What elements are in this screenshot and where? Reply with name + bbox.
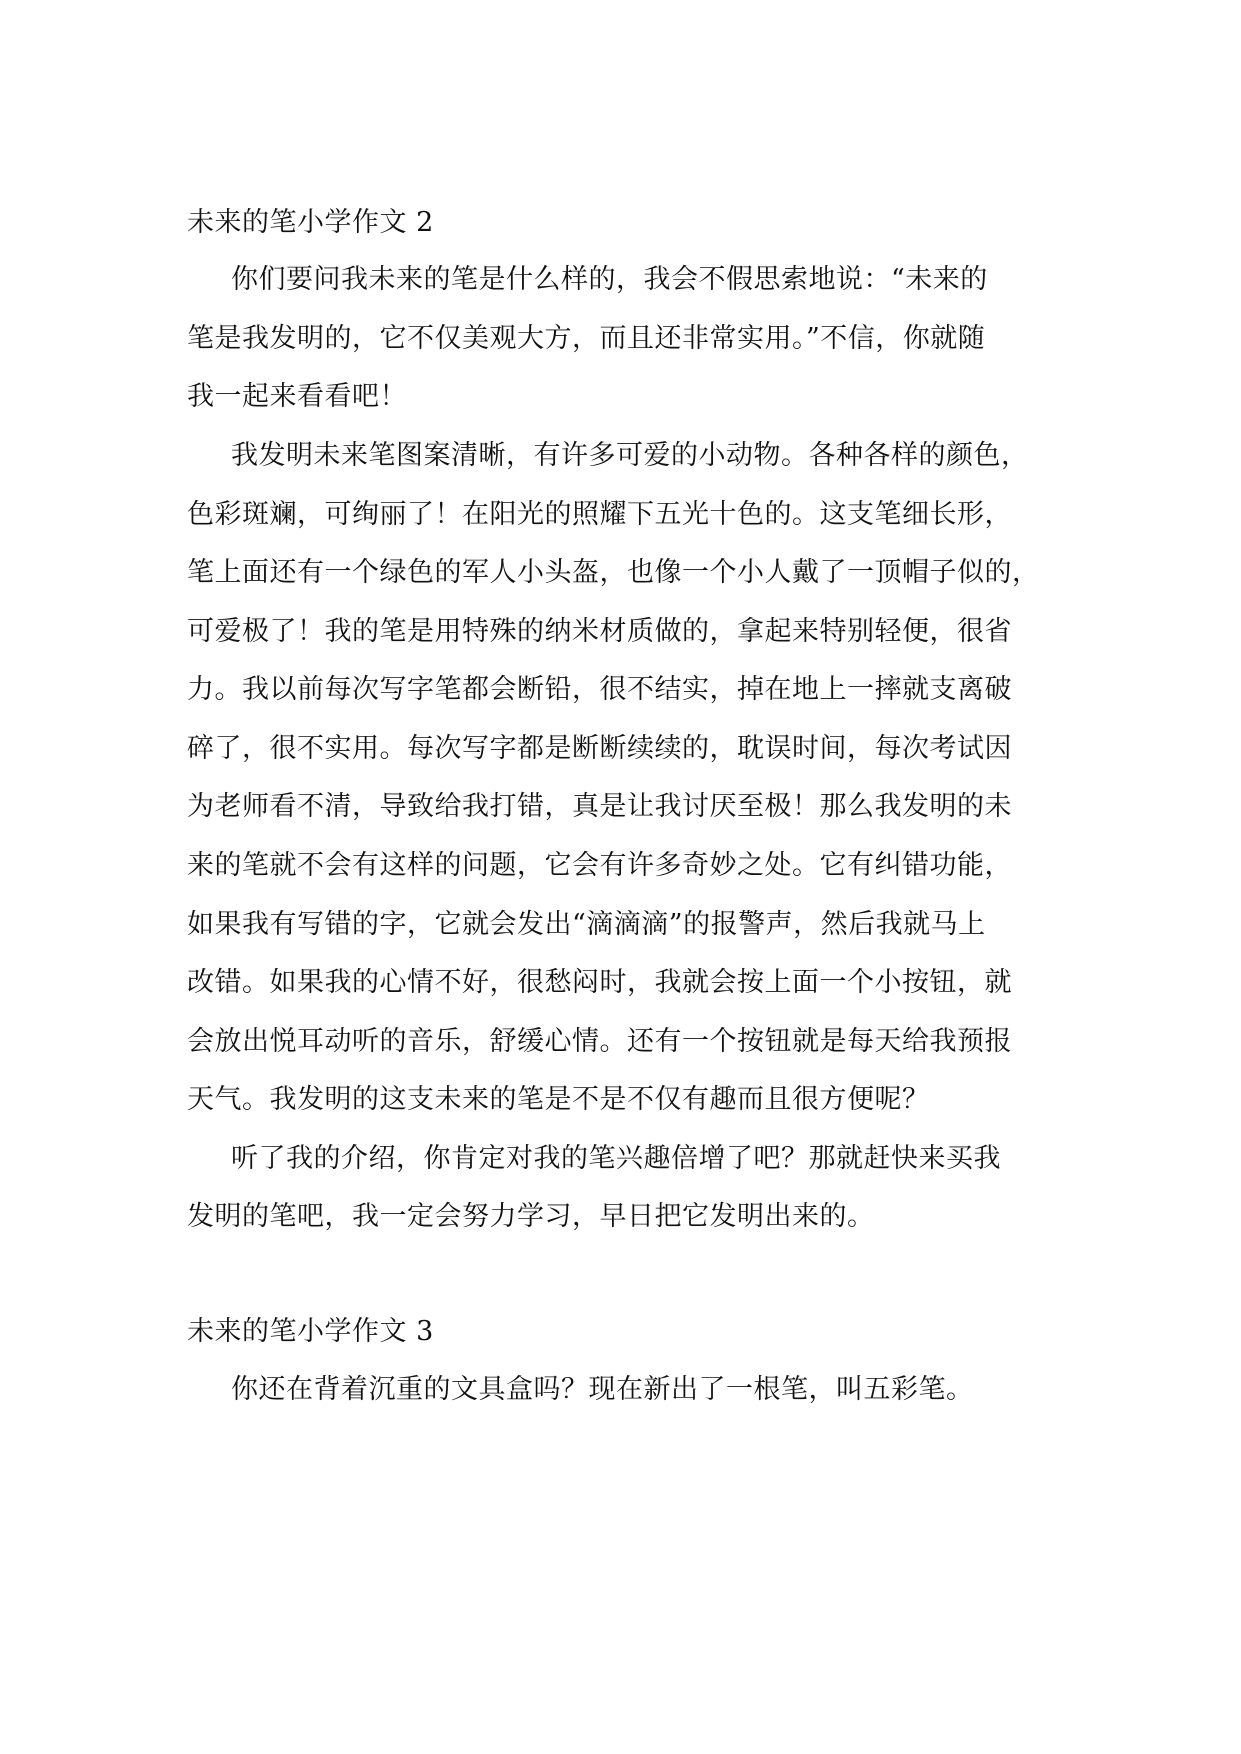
paragraph-line: 碎了，很不实用。每次写字都是断断续续的，耽误时间，每次考试因 — [187, 733, 1012, 764]
paragraph-line: 来的笔就不会有这样的问题，它会有许多奇妙之处。它有纠错功能， — [187, 850, 1012, 881]
paragraph-line: 力。我以前每次写字笔都会断铅，很不结实，掉在地上一摔就支离破 — [187, 674, 1012, 705]
section-title: 未来的笔小学作文 2 — [187, 207, 434, 238]
paragraph-line: 我一起来看看吧！ — [187, 381, 407, 412]
paragraph-line: 为老师看不清，导致给我打错，真是让我讨厌至极！那么我发明的未 — [187, 791, 1012, 822]
paragraph-line: 笔上面还有一个绿色的军人小头盔，也像一个小人戴了一顶帽子似的， — [187, 557, 1040, 588]
paragraph-line: 天气。我发明的这支未来的笔是不是不仅有趣而且很方便呢？ — [187, 1084, 930, 1115]
paragraph-line: 你还在背着沉重的文具盒吗？现在新出了一根笔，叫五彩笔。 — [231, 1374, 974, 1405]
paragraph-line: 发明的笔吧，我一定会努力学习，早日把它发明出来的。 — [187, 1201, 875, 1232]
paragraph-line: 笔是我发明的，它不仅美观大方，而且还非常实用。”不信，你就随 — [187, 323, 986, 354]
section-title: 未来的笔小学作文 3 — [187, 1316, 434, 1347]
paragraph-line: 改错。如果我的心情不好，很愁闷时，我就会按上面一个小按钮，就 — [187, 967, 1012, 998]
paragraph-line: 听了我的介绍，你肯定对我的笔兴趣倍增了吧？那就赶快来买我 — [231, 1143, 1001, 1174]
paragraph-line: 你们要问我未来的笔是什么样的，我会不假思索地说：“未来的 — [231, 264, 988, 295]
paragraph-line: 如果我有写错的字，它就会发出“滴滴滴”的报警声，然后我就马上 — [187, 909, 986, 940]
paragraph-line: 会放出悦耳动听的音乐，舒缓心情。还有一个按钮就是每天给我预报 — [187, 1026, 1012, 1057]
paragraph-line: 可爱极了！我的笔是用特殊的纳米材质做的，拿起来特别轻便，很省 — [187, 616, 1012, 647]
paragraph-line: 色彩斑斓，可绚丽了！在阳光的照耀下五光十色的。这支笔细长形， — [187, 499, 1012, 530]
paragraph-line: 我发明未来笔图案清晰，有许多可爱的小动物。各种各样的颜色， — [231, 440, 1029, 471]
